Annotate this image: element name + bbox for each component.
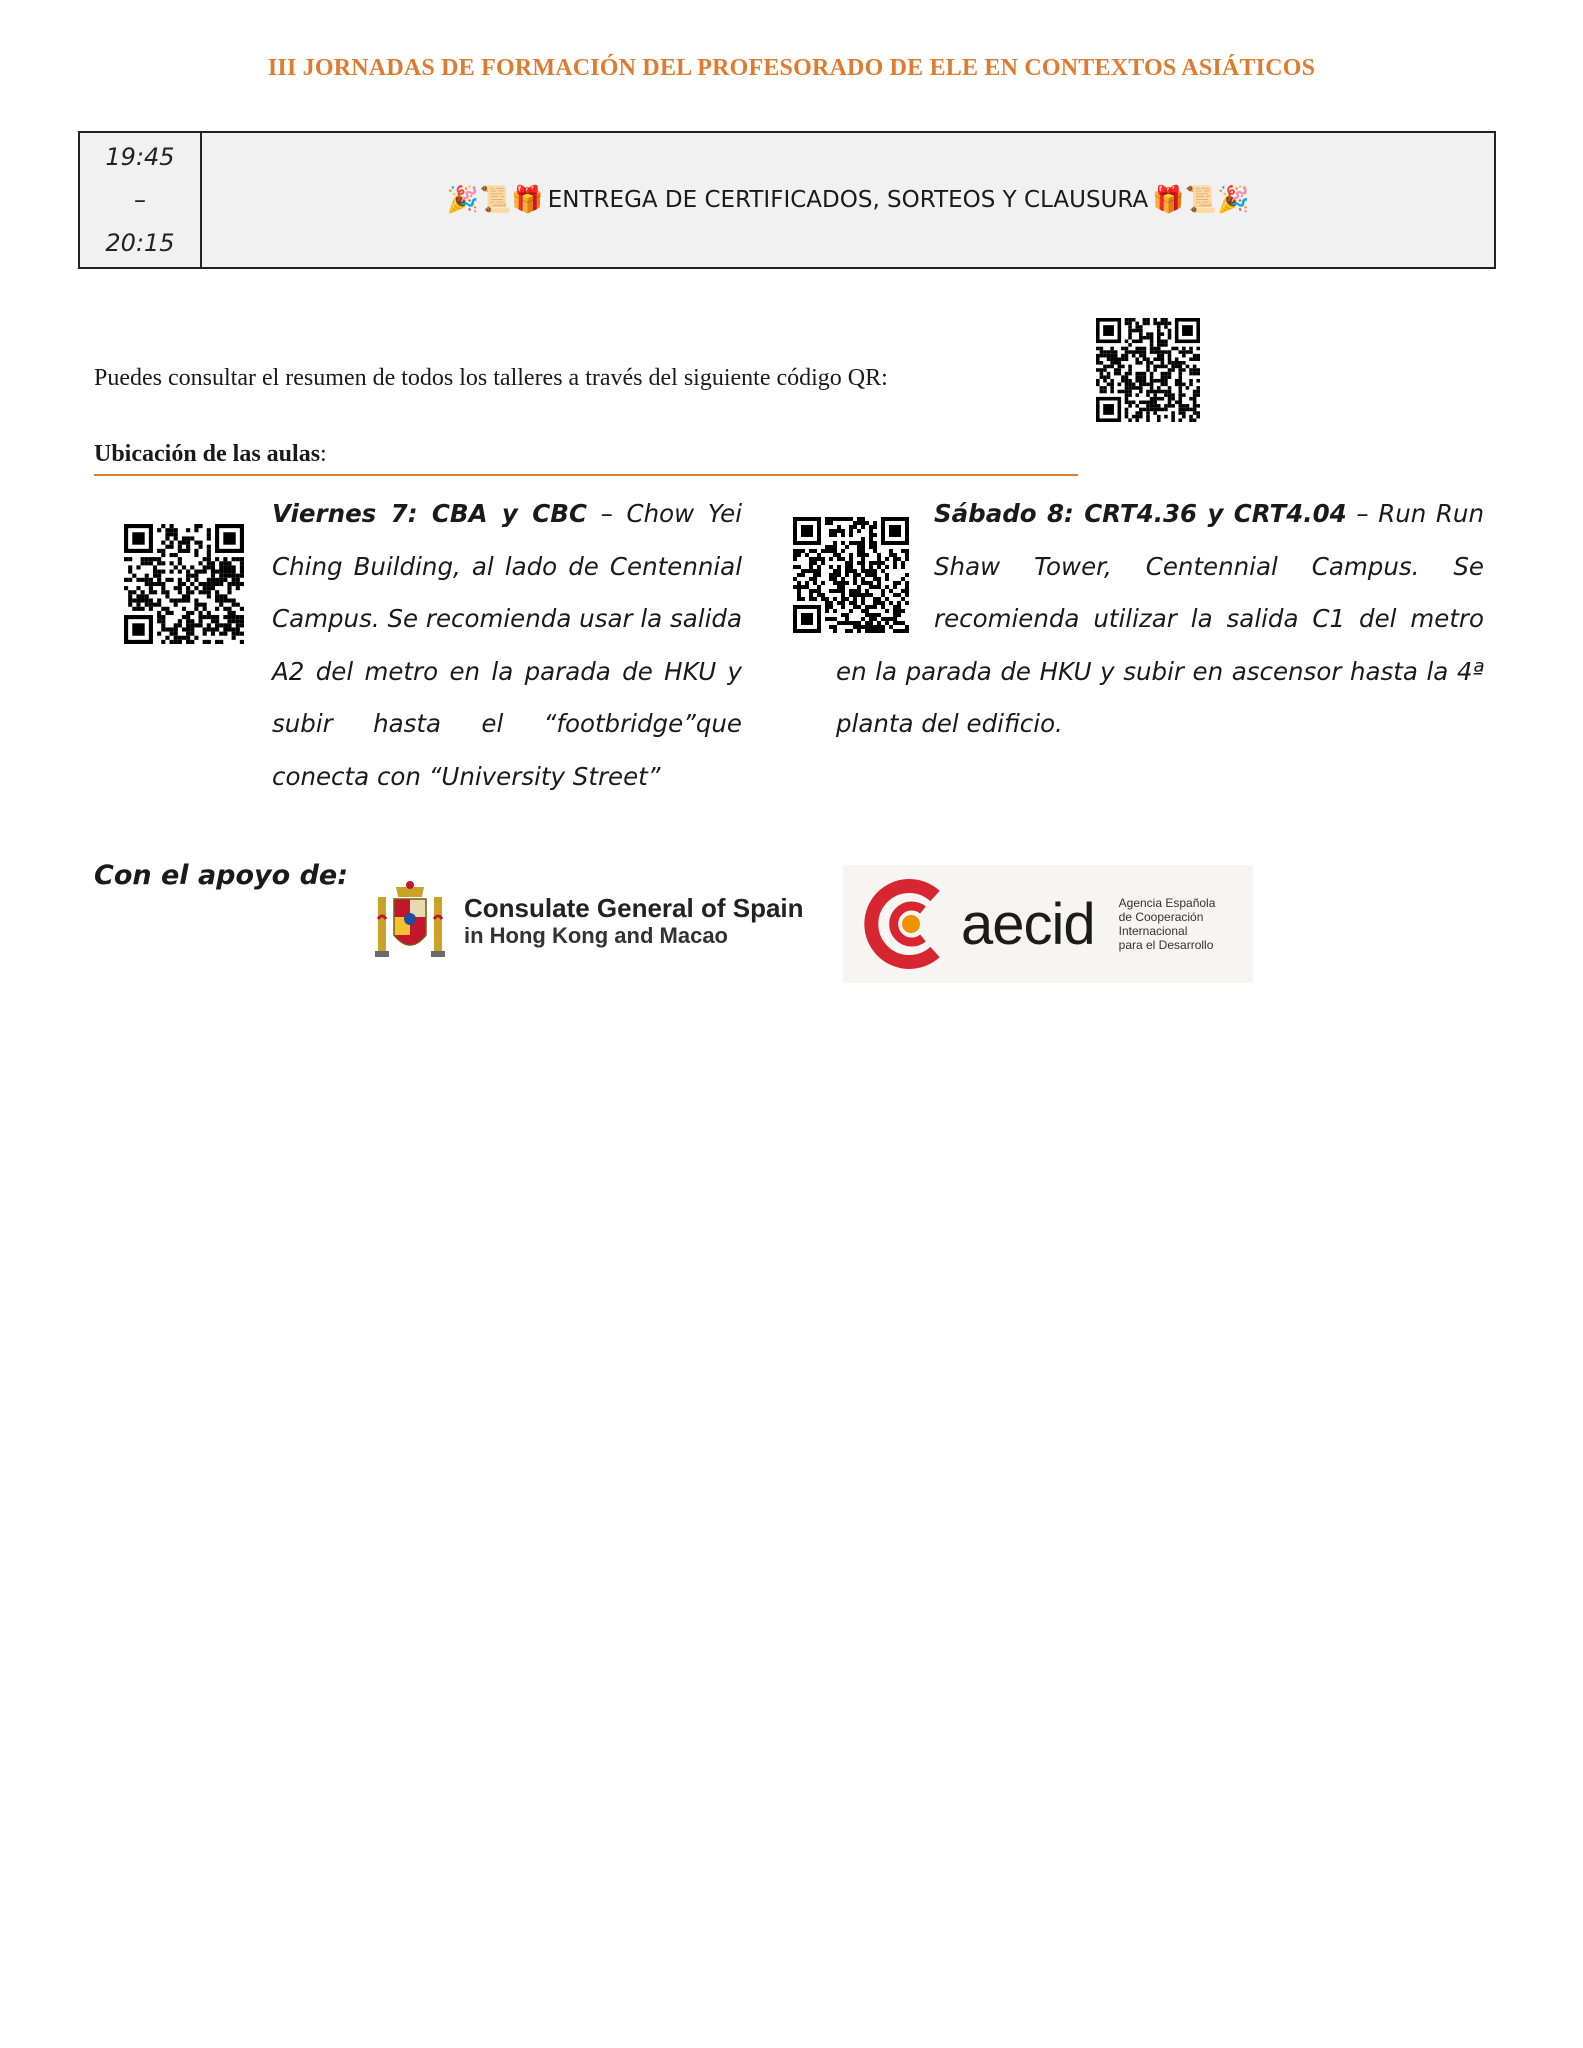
qr-summary-text: Puedes consultar el resumen de todos los talleres a través del siguiente código QR: bbox=[94, 365, 888, 391]
schedule-table bbox=[78, 131, 1496, 269]
friday-heading: Viernes 7: CBA y CBC bbox=[272, 499, 587, 528]
friday-body: – Chow Yei Ching Building, al lado de Centennial Campus. Se recomienda usar la salida A2 del metro en la parada de HKU y subir hasta el “footbridge”que conecta con “University Street” bbox=[272, 499, 743, 791]
saturday-body: – Run Run Shaw Tower, Centennial Campus. Se recomienda utilizar la salida C1 del metro en la parada de HKU y subir en ascensor hasta la 4ª planta del edificio. bbox=[836, 499, 1484, 738]
qr-code-summary[interactable] bbox=[1096, 318, 1200, 422]
consulate-logo bbox=[370, 876, 830, 966]
aecid-wordmark: aecid bbox=[961, 891, 1095, 957]
aecid-logo bbox=[843, 865, 1253, 983]
spain-coat-of-arms-icon bbox=[370, 879, 450, 963]
page-title: III JORNADAS DE FORMACIÓN DEL PROFESORADO DE ELE EN CONTEXTOS ASIÁTICOS bbox=[267, 55, 1316, 81]
friday-location bbox=[272, 488, 742, 803]
qr-code-summary-icon bbox=[1096, 318, 1200, 422]
saturday-heading: Sábado 8: CRT4.36 y CRT4.04 bbox=[934, 499, 1347, 528]
time-end: 20:15 bbox=[105, 228, 175, 257]
celebration-icons-right: 🎁📜🎉 bbox=[1152, 185, 1250, 215]
time-separator: – bbox=[134, 185, 146, 214]
event-title: ENTREGA DE CERTIFICADOS, SORTEOS Y CLAUSURA bbox=[547, 187, 1149, 213]
saturday-location bbox=[836, 488, 1484, 751]
locations-heading: Ubicación de las aulas: bbox=[94, 441, 327, 467]
consulate-name: Consulate General of Spain bbox=[464, 893, 804, 923]
aecid-fullname: Agencia Española de Cooperación Internacional para el Desarrollo bbox=[1118, 896, 1216, 952]
qr-code-friday[interactable] bbox=[124, 524, 244, 644]
consulate-region: in Hong Kong and Macao bbox=[464, 923, 728, 948]
qr-code-friday-icon bbox=[124, 524, 244, 644]
celebration-icons-left: 🎉📜🎁 bbox=[446, 185, 544, 215]
support-label: Con el apoyo de: bbox=[94, 860, 349, 891]
time-cell bbox=[80, 133, 202, 267]
section-divider bbox=[94, 474, 1078, 476]
time-start: 19:45 bbox=[105, 142, 175, 171]
aecid-c-icon bbox=[853, 874, 953, 974]
event-cell bbox=[202, 133, 1494, 267]
